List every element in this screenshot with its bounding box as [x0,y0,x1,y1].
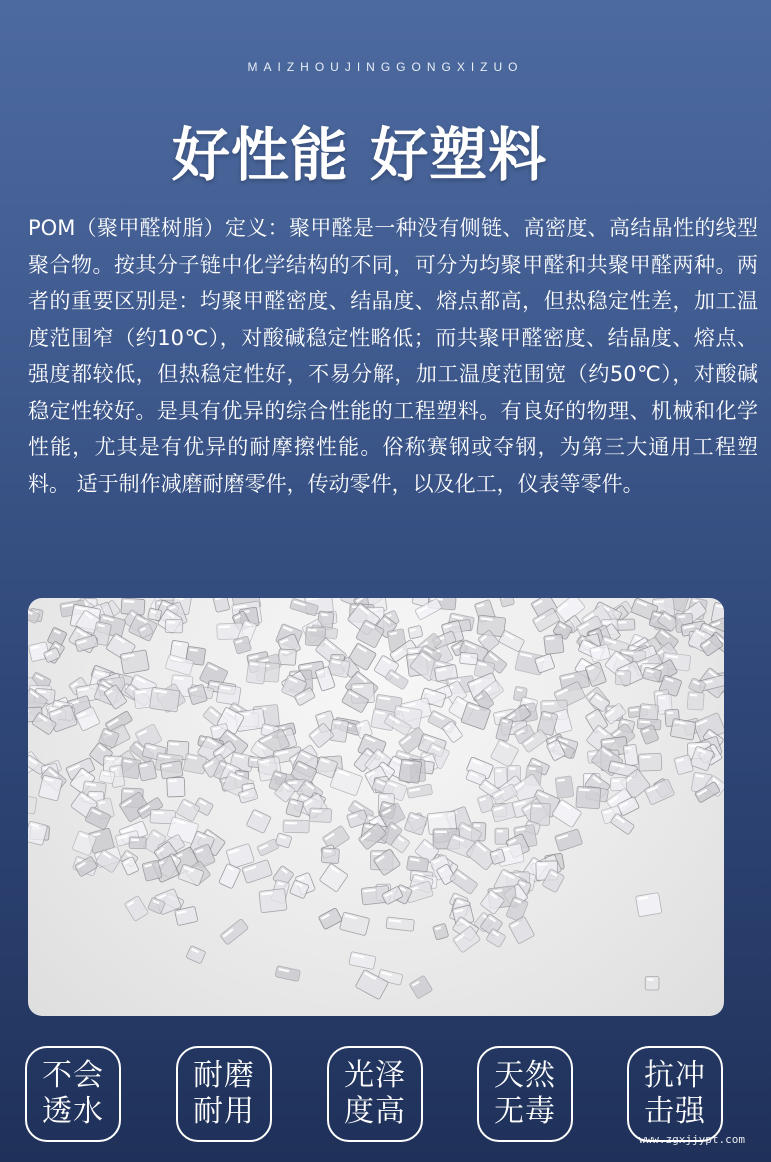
feature-line1: 耐磨 [193,1058,255,1093]
feature-line2: 度高 [344,1094,406,1129]
feature-badge-impact-resistant [627,1046,723,1142]
feature-line1: 不会 [42,1058,104,1093]
watermark: www.zgxjjypt.com [639,1133,745,1146]
feature-line2: 耐用 [193,1094,255,1129]
brand-subtitle: MAIZHOUJINGGONGXIZUO [247,60,524,74]
feature-line1: 天然 [494,1058,556,1093]
product-description: POM（聚甲醛树脂）定义：聚甲醛是一种没有侧链、高密度、高结晶性的线型聚合物。按其分子链中化学结构的不同，可分为均聚甲醛和共聚甲醛两种。两者的重要区别是：均聚甲醛密度、结晶度、熔点都高，但热稳定性差，加工温度范围窄（约10℃），对酸碱稳定性略低；而共聚甲醛密度、结晶度、熔点、强度都较低，但热稳定性好，不易分解，加工温度范围宽（约50℃），对酸碱稳定性较好。是具有优异的综合性能的工程塑料。有良好的物理、机械和化学性能，尤其是有优异的耐摩擦性能。俗称赛钢或夺钢，为第三大通用工程塑料。 适于制作减磨耐磨零件，传动零件，以及化工，仪表等零件。 [28,216,758,496]
feature-line1: 抗冲 [644,1058,706,1093]
feature-badges [25,1046,725,1146]
feature-badge-non-toxic [477,1046,573,1142]
feature-line2: 击强 [644,1094,706,1129]
plastic-pellets-image [28,598,724,1016]
feature-badge-waterproof [25,1046,121,1142]
feature-badge-wear-resistant [176,1046,272,1142]
feature-line1: 光泽 [344,1058,406,1093]
page-title: 好性能 好塑料 [171,121,548,189]
pellets-photo [28,598,724,1016]
feature-line2: 透水 [42,1094,104,1129]
feature-badge-high-gloss [327,1046,423,1142]
feature-line2: 无毒 [494,1094,556,1129]
